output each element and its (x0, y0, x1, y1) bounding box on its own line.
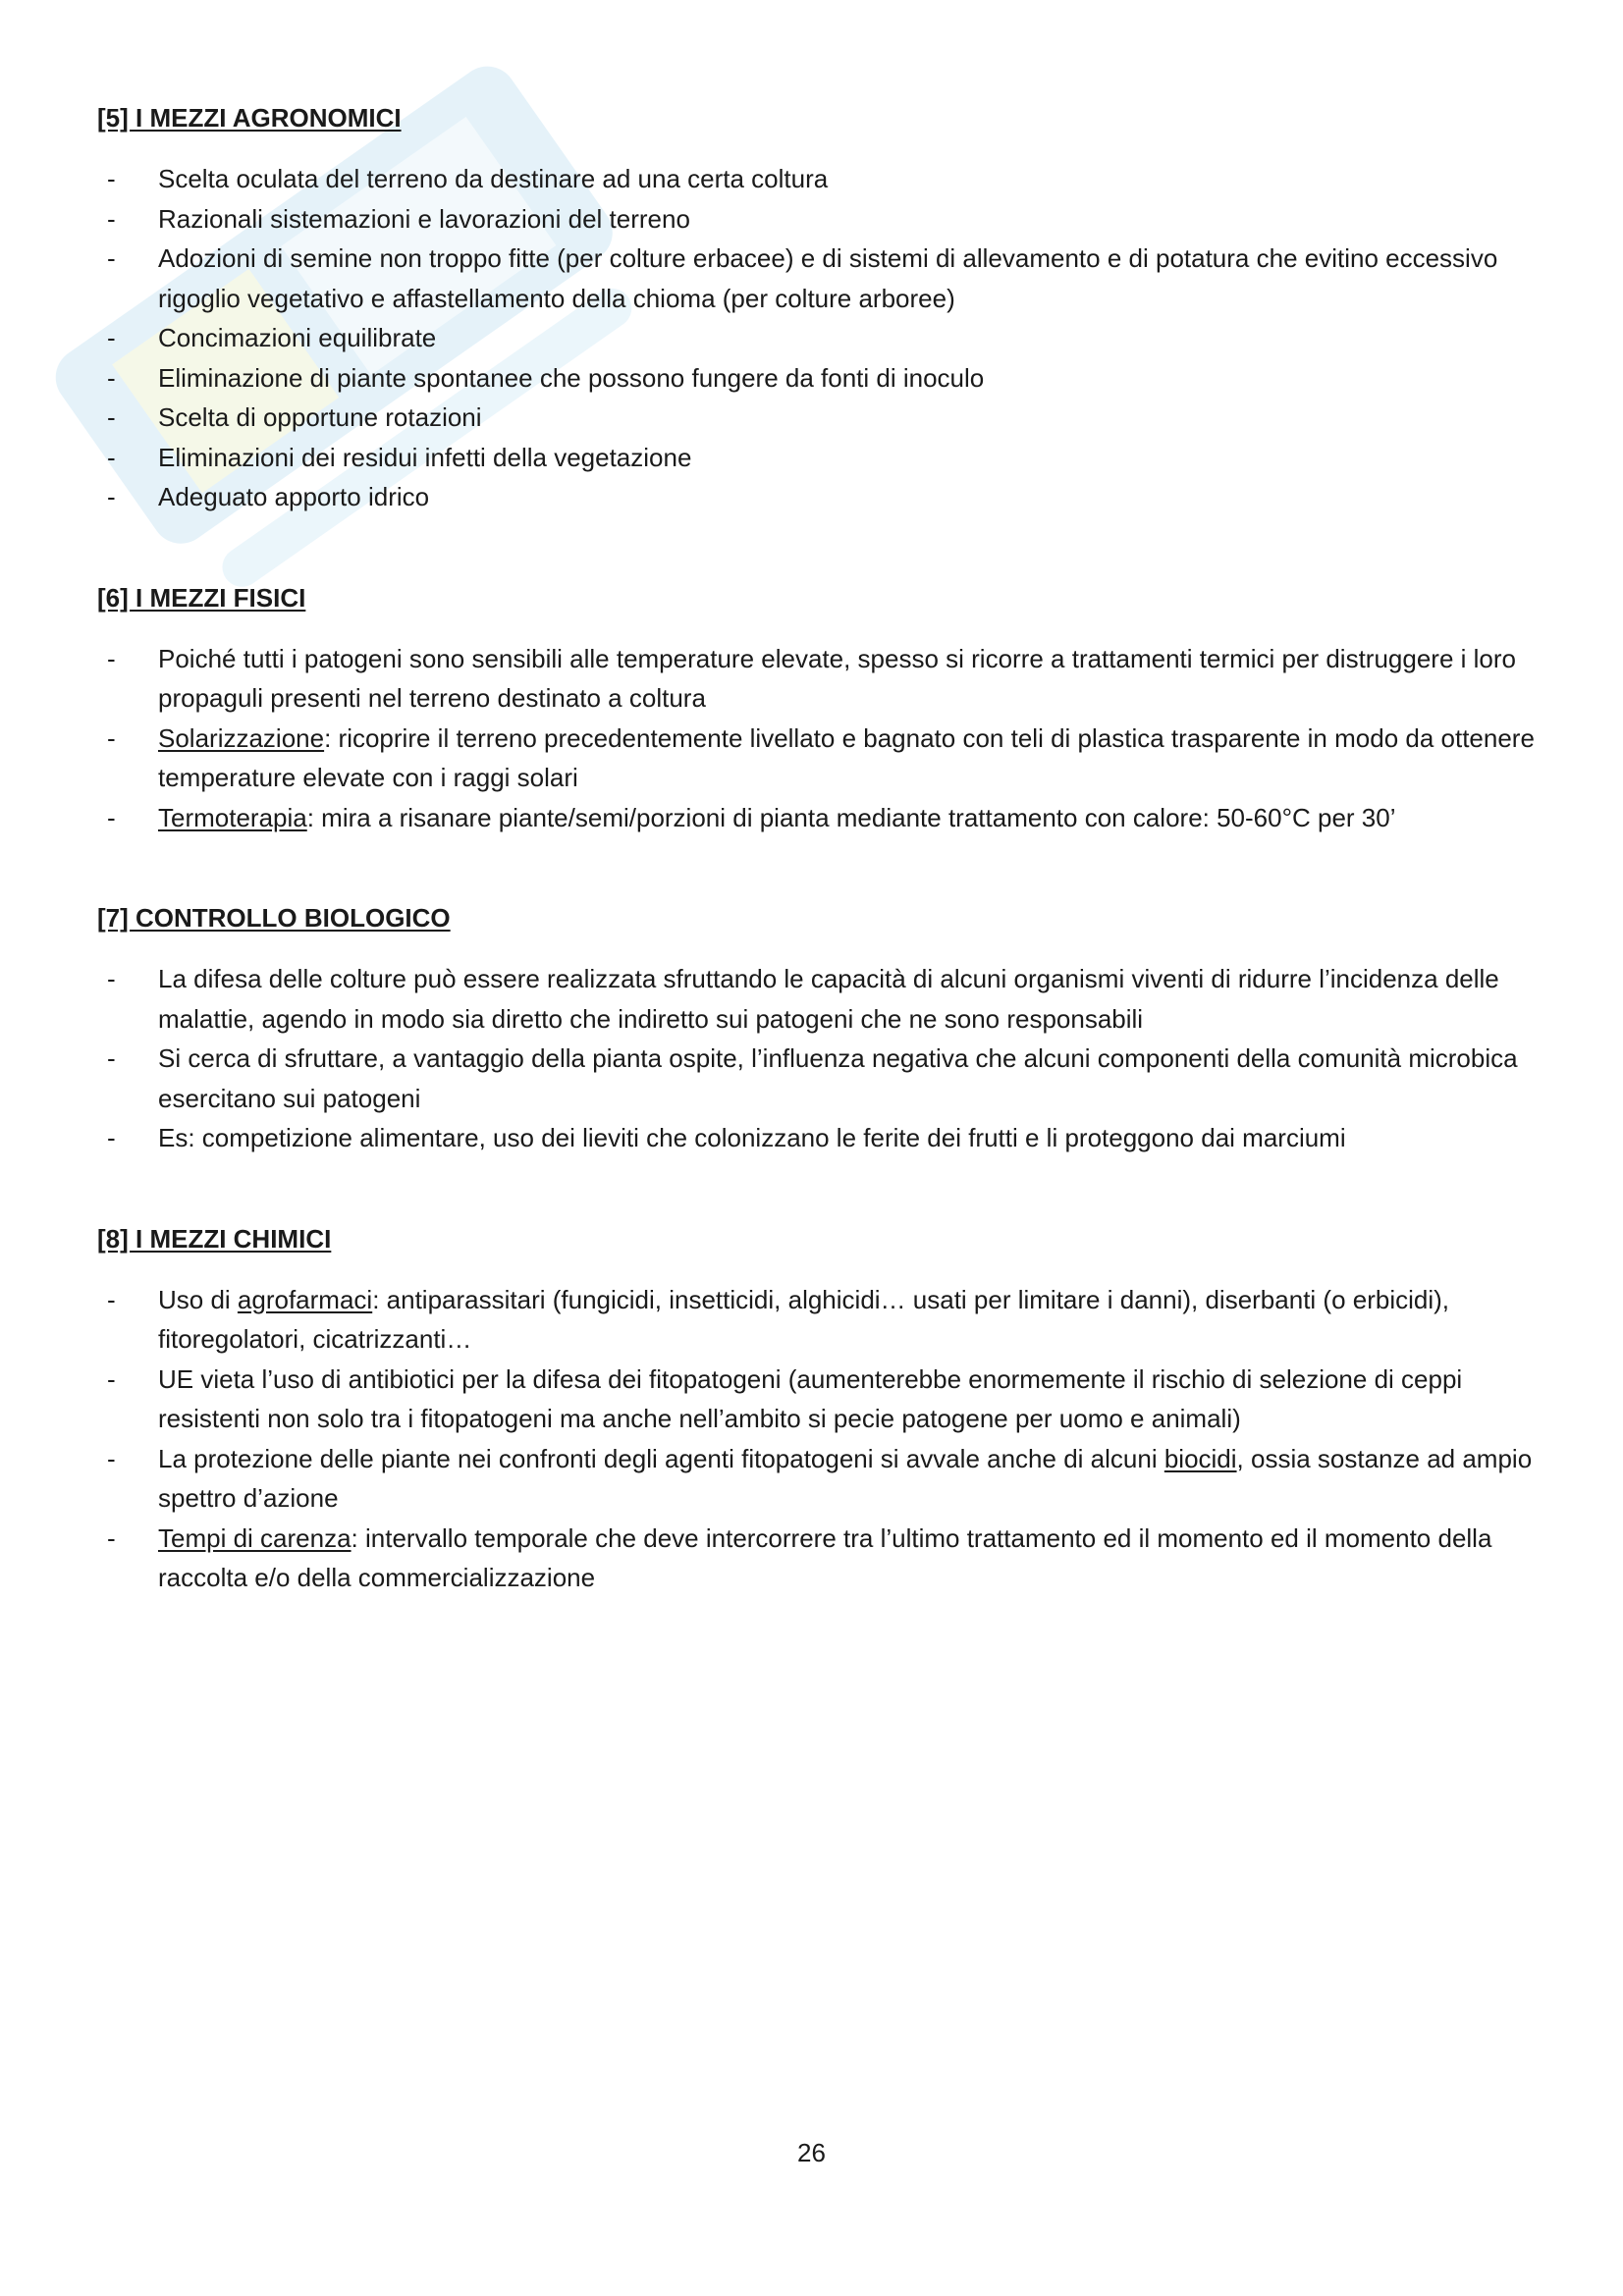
list-item (97, 1519, 1541, 1598)
section-title: [5] I MEZZI AGRONOMICI (97, 103, 402, 133)
item-text-prefix: Uso di (158, 1284, 238, 1314)
item-text: La difesa delle colture può essere realizzata sfruttando le capacità di alcuni organismi viventi di ridurre l’incidenza delle malattie, agendo in modo sia diretto che indiretto sui patogeni che ne sono responsabili (158, 964, 1499, 1034)
bullet-dash: - (107, 362, 116, 393)
item-term: Termoterapia (158, 802, 307, 832)
list-item (97, 159, 1541, 199)
item-text: Scelta di opportune rotazioni (158, 402, 482, 432)
page-number: 26 (797, 2138, 826, 2167)
item-term: Solarizzazione (158, 722, 325, 753)
list-item (97, 798, 1541, 838)
item-term: agrofarmaci (237, 1284, 373, 1314)
bullet-dash: - (107, 1284, 116, 1314)
bullet-list (97, 959, 1541, 1158)
list-item (97, 1360, 1541, 1439)
list-item (97, 719, 1541, 798)
bullet-dash: - (107, 243, 116, 273)
item-text: , ossia sostanze ad ampio spettro d’azione (158, 1443, 1533, 1513)
item-text: : mira a risanare piante/semi/porzioni di pianta mediante trattamento con calore: 50-60°C per 30’ (306, 802, 1396, 832)
bullet-dash: - (107, 964, 116, 993)
item-text: Poiché tutti i patogeni sono sensibili alle temperature elevate, spesso si ricorre a trattamenti termici per distruggere i loro propaguli presenti nel terreno destinato a coltura (158, 643, 1517, 713)
bullet-dash: - (107, 722, 116, 753)
list-item (97, 1039, 1541, 1118)
item-text: UE vieta l’uso di antibiotici per la difesa dei fitopatogeni (aumenterebbe enormemente il rischio di selezione di ceppi resistenti non solo tra i fitopatogeni ma anche nell’ambito si pecie patogene per uomo e animali) (158, 1363, 1463, 1433)
item-text: Si cerca di sfruttare, a vantaggio della pianta ospite, l’influenza negativa che alcuni componenti della comunità microbica esercitano sui patogeni (158, 1043, 1518, 1113)
bullet-dash: - (107, 1443, 116, 1473)
document-body (97, 98, 1541, 1659)
section (97, 578, 1541, 838)
bullet-dash: - (107, 203, 116, 234)
bullet-list (97, 159, 1541, 517)
list-item (97, 199, 1541, 240)
list-item (97, 1280, 1541, 1360)
item-text: Eliminazione di piante spontanee che possono fungere da fonti di inoculo (158, 362, 985, 393)
item-text-prefix: La protezione delle piante nei confronti degli agenti fitopatogeni si avvale anche di alcuni (158, 1443, 1164, 1473)
item-text: : ricoprire il terreno precedentemente livellato e bagnato con teli di plastica trasparente in modo da ottenere temperature elevate con i raggi solari (158, 722, 1535, 792)
section-title: [6] I MEZZI FISICI (97, 582, 306, 613)
bullet-dash: - (107, 643, 116, 673)
bullet-dash: - (107, 323, 116, 352)
bullet-dash: - (107, 1043, 116, 1073)
bullet-dash: - (107, 164, 116, 193)
section (97, 1219, 1541, 1598)
item-text: Scelta oculata del terreno da destinare ad una certa coltura (158, 164, 829, 193)
bullet-dash: - (107, 1363, 116, 1394)
item-term: biocidi (1163, 1443, 1237, 1473)
item-text: Adozioni di semine non troppo fitte (per colture erbacee) e di sistemi di allevamento e di potatura che evitino eccessivo rigoglio vegetativo e affastellamento della chioma (per colture arboree) (158, 243, 1498, 313)
section (97, 98, 1541, 517)
item-text: Razionali sistemazioni e lavorazioni del terreno (158, 203, 690, 234)
list-item (97, 239, 1541, 318)
list-item (97, 398, 1541, 438)
item-text: : antiparassitari (fungicidi, insetticidi, alghicidi… usati per limitare i danni), diserbanti (o erbicidi), fitoregolatori, cicatrizzanti… (158, 1284, 1450, 1354)
item-text: Concimazioni equilibrate (158, 323, 437, 352)
bullet-dash: - (107, 1522, 116, 1553)
item-text: Es: competizione alimentare, uso dei lieviti che colonizzano le ferite dei frutti e li proteggono dai marciumi (158, 1123, 1346, 1152)
list-item (97, 1439, 1541, 1519)
item-term: Tempi di carenza (158, 1522, 352, 1553)
list-item (97, 438, 1541, 478)
bullet-dash: - (107, 442, 116, 472)
bullet-dash: - (107, 402, 116, 432)
list-item (97, 639, 1541, 719)
list-item (97, 358, 1541, 399)
section (97, 898, 1541, 1158)
bullet-dash: - (107, 802, 116, 832)
bullet-dash: - (107, 482, 116, 511)
list-item (97, 477, 1541, 517)
item-text: Eliminazioni dei residui infetti della vegetazione (158, 442, 692, 472)
item-text: : intervallo temporale che deve intercorrere tra l’ultimo trattamento ed il momento ed il momento della raccolta e/o della commercializzazione (158, 1522, 1492, 1592)
bullet-list (97, 639, 1541, 838)
list-item (97, 959, 1541, 1039)
section-title: [7] CONTROLLO BIOLOGICO (97, 903, 451, 933)
bullet-list (97, 1280, 1541, 1598)
item-text: Adeguato apporto idrico (158, 482, 430, 511)
list-item (97, 1118, 1541, 1158)
section-title: [8] I MEZZI CHIMICI (97, 1223, 332, 1254)
bullet-dash: - (107, 1123, 116, 1152)
list-item (97, 318, 1541, 358)
